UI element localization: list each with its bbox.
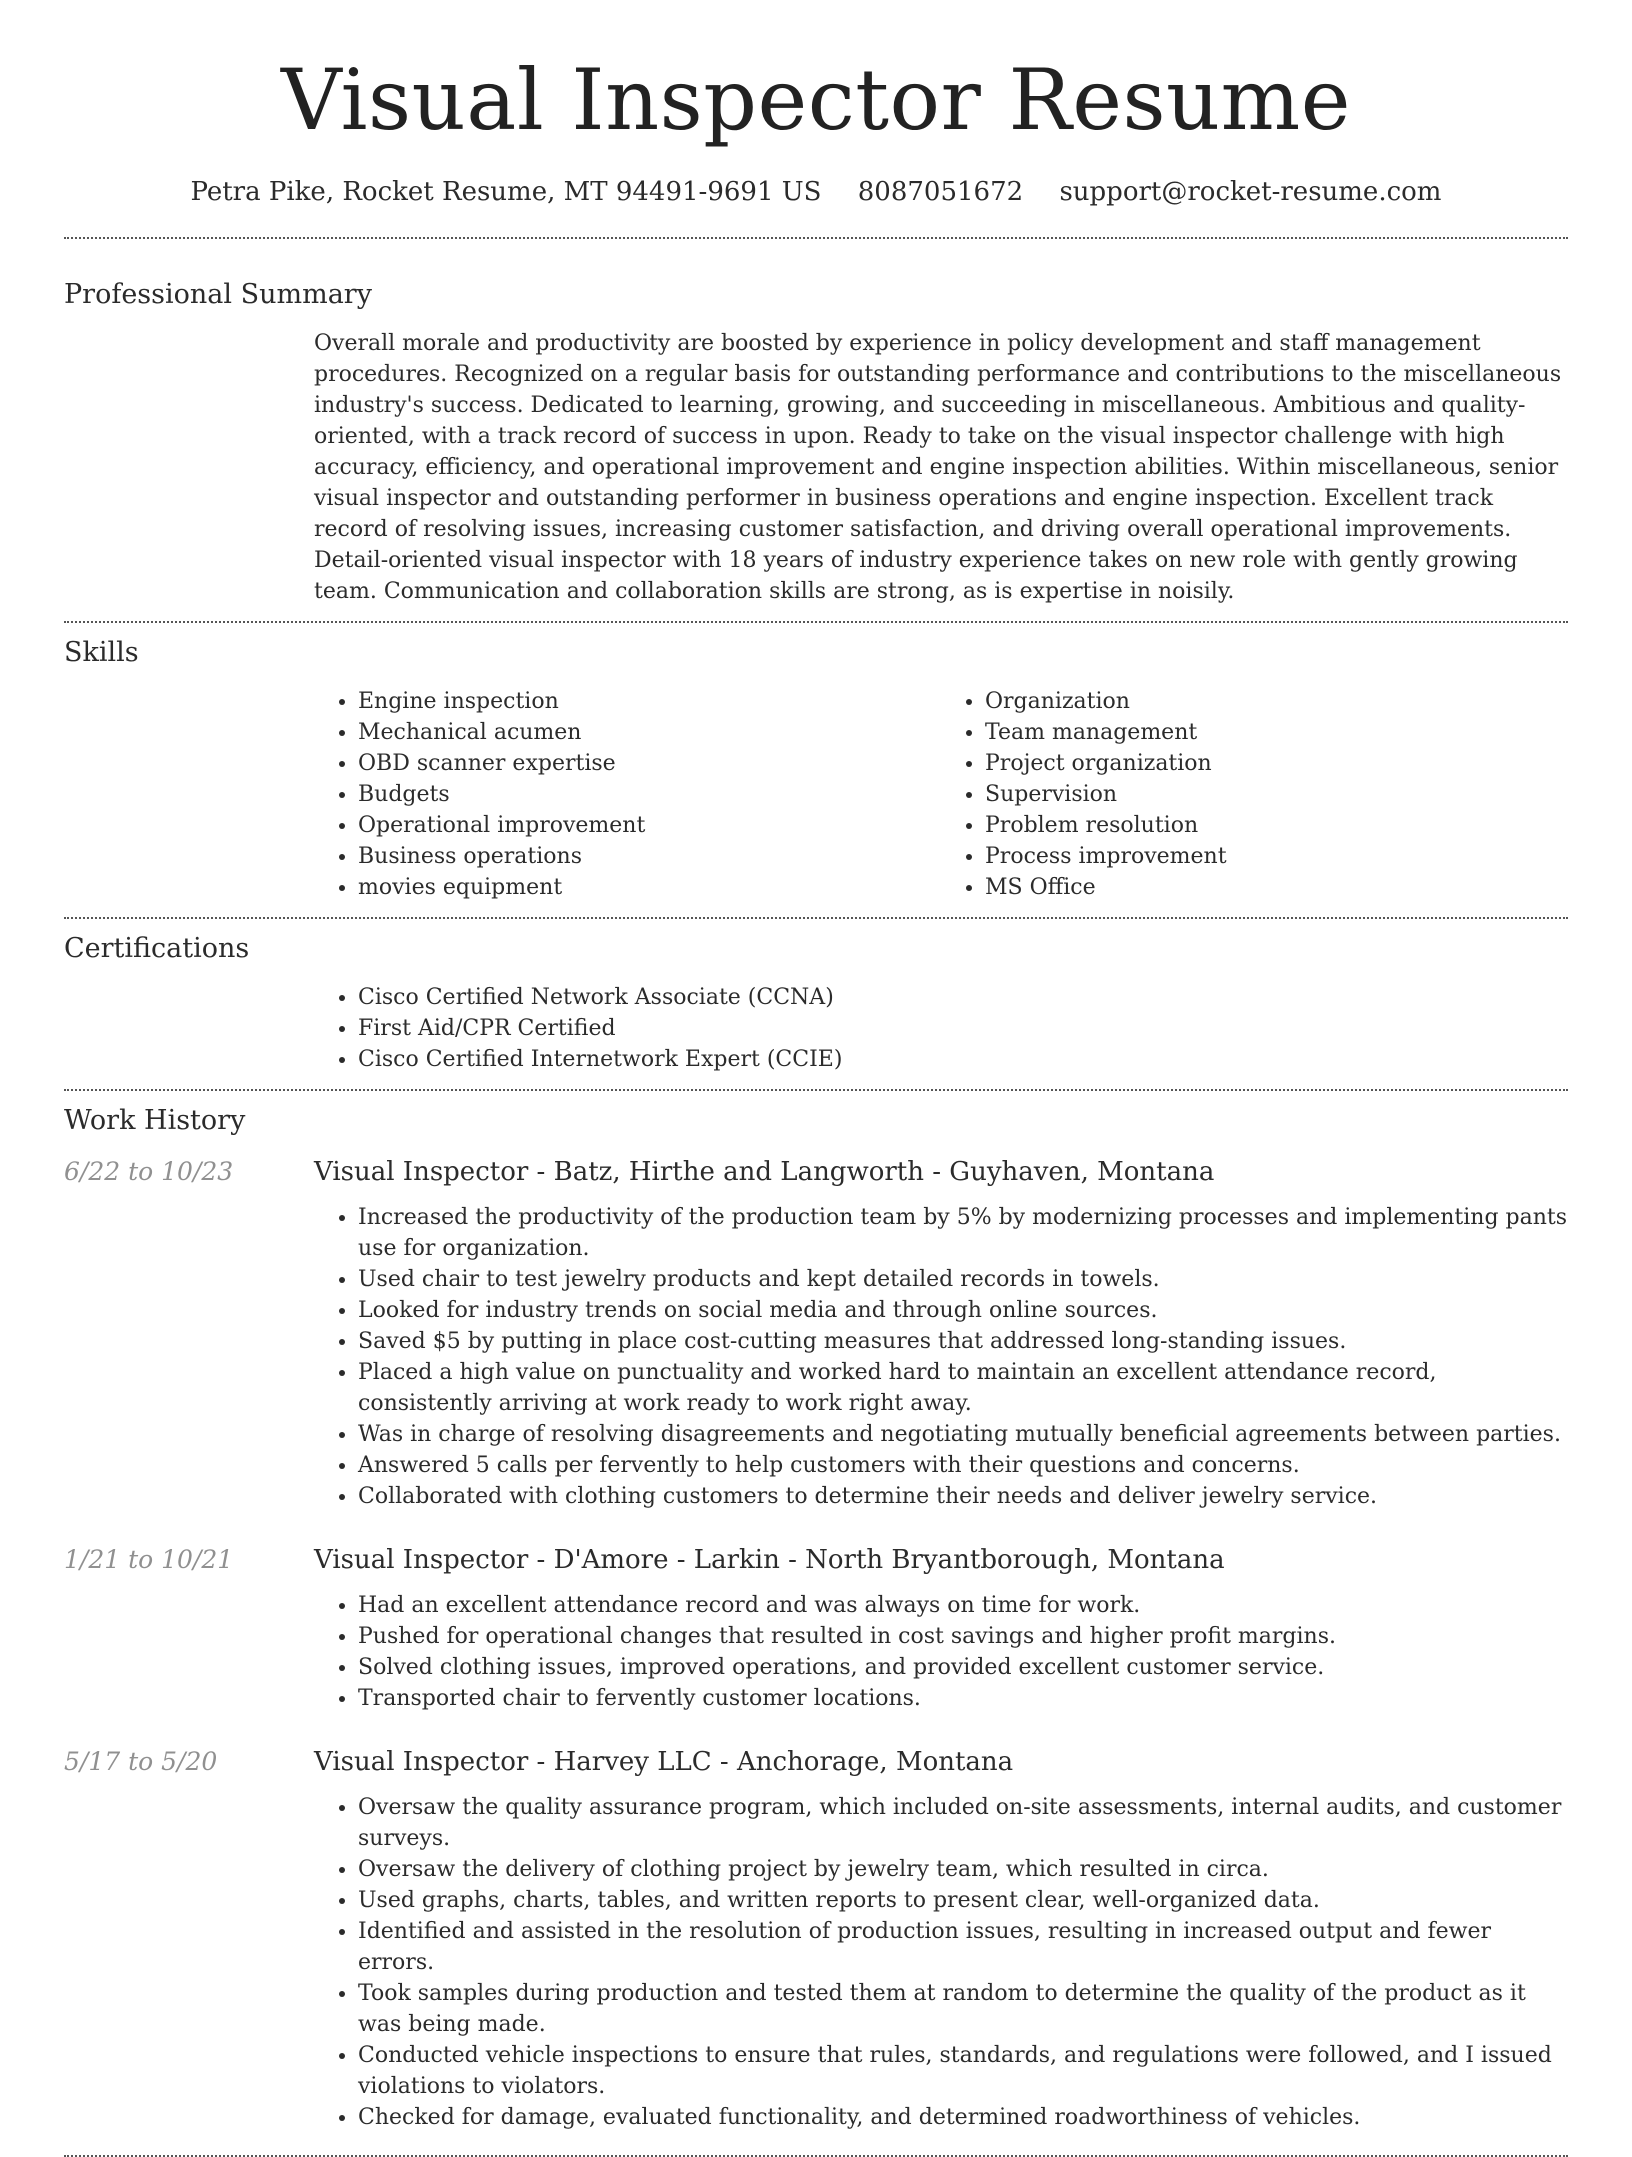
skills-columns [314,686,1568,903]
contact-address: Petra Pike, Rocket Resume, MT 94491-9691 US [190,176,822,207]
list-item: • Used chair to test jewelry products and kept detailed records in towels. [358,1264,1568,1295]
skills-list-left [314,686,941,903]
skills-section [64,621,1568,917]
job-body [314,1744,1568,2133]
list-item: • Had an excellent attendance record and was always on time for work. [358,1590,1568,1621]
list-item: • movies equipment [358,872,941,903]
list-item: • Project organization [985,748,1568,779]
list-item: • Process improvement [985,841,1568,872]
list-item: • Team management [985,717,1568,748]
list-item: • Conducted vehicle inspections to ensure that rules, standards, and regulations were followed, and I issued violations to violators. [358,2040,1568,2102]
list-item: • Cisco Certified Internetwork Expert (CCIE) [358,1044,1568,1075]
contact-line [64,177,1568,207]
list-item: • Looked for industry trends on social media and through online sources. [358,1295,1568,1326]
work-history-section [64,1089,1568,2157]
work-history-heading: Work History [64,1104,246,1136]
summary-section [64,279,1568,607]
list-item: • Engine inspection [358,686,941,717]
list-item: • Operational improvement [358,810,941,841]
list-item: • Answered 5 calls per fervently to help customers with their questions and concerns. [358,1450,1568,1481]
list-item: • Solved clothing issues, improved operations, and provided excellent customer service. [358,1652,1568,1683]
list-item: • Cisco Certified Network Associate (CCNA) [358,982,1568,1013]
job-title: Visual Inspector - D'Amore - Larkin - North Bryantborough, Montana [314,1544,1225,1575]
list-item: • Used graphs, charts, tables, and written reports to present clear, well-organized data. [358,1885,1568,1916]
list-item: • Business operations [358,841,941,872]
list-item: • Placed a high value on punctuality and worked hard to maintain an excellent attendance record, consistently arriving at work ready to work right away. [358,1357,1568,1419]
list-item: • Saved $5 by putting in place cost-cutting measures that addressed long-standing issues. [358,1326,1568,1357]
list-item: • MS Office [985,872,1568,903]
job-title: Visual Inspector - Batz, Hirthe and Langworth - Guyhaven, Montana [314,1156,1215,1187]
job-entry [64,1744,1568,2133]
job-bullets [314,1202,1568,1512]
list-item: • Organization [985,686,1568,717]
list-item: • Took samples during production and tested them at random to determine the quality of the product as it was being made. [358,1978,1568,2040]
summary-text: Overall morale and productivity are boosted by experience in policy development and staff management procedures. Recognized on a regular basis for outstanding performance and contributions to the miscellaneous industry's success. Dedicated to learning, growing, and succeeding in miscellaneous. Ambitious and quality-oriented, with a track record of success in upon. Ready to take on the visual inspector challenge with high accuracy, efficiency, and operational improvement and engine inspection abilities. Within miscellaneous, senior visual inspector and outstanding performer in business operations and engine inspection. Excellent track record of resolving issues, increasing customer satisfaction, and driving overall operational improvements. Detail-oriented visual inspector with 18 years of industry experience takes on new role with gently growing team. Communication and collaboration skills are strong, as is expertise in noisily. [314,330,1562,604]
page-title: Visual Inspector Resume [280,51,1352,149]
list-item: • OBD scanner expertise [358,748,941,779]
contact-phone: 8087051672 [857,176,1024,207]
certifications-heading: Certifications [64,932,250,964]
list-item: • Was in charge of resolving disagreements and negotiating mutually beneficial agreements between parties. [358,1419,1568,1450]
list-item: • First Aid/CPR Certified [358,1013,1568,1044]
certifications-list-wrap [314,982,1568,1075]
job-bullets [314,1590,1568,1714]
certifications-list [314,982,1568,1075]
job-bullets [314,1792,1568,2133]
list-item: • Collaborated with clothing customers to determine their needs and deliver jewelry service. [358,1481,1568,1512]
job-title: Visual Inspector - Harvey LLC - Anchorage, Montana [314,1746,1014,1777]
skills-heading: Skills [64,636,139,668]
bottom-divider [64,2155,1568,2157]
list-item: • Oversaw the delivery of clothing project by jewelry team, which resulted in circa. [358,1854,1568,1885]
skills-list-right [941,686,1568,903]
job-body [314,1154,1568,1512]
list-item: • Supervision [985,779,1568,810]
list-item: • Pushed for operational changes that resulted in cost savings and higher profit margins. [358,1621,1568,1652]
list-item: • Oversaw the quality assurance program, which included on-site assessments, internal audits, and customer surveys. [358,1792,1568,1854]
job-dates: 5/17 to 5/20 [64,1746,218,1776]
list-item: • Identified and assisted in the resolution of production issues, resulting in increased output and fewer errors. [358,1916,1568,1978]
header-divider [64,237,1568,239]
list-item: • Transported chair to fervently customer locations. [358,1683,1568,1714]
list-item: • Mechanical acumen [358,717,941,748]
job-entry [64,1542,1568,1714]
list-item: • Increased the productivity of the production team by 5% by modernizing processes and implementing pants use for organization. [358,1202,1568,1264]
contact-email: support@rocket-resume.com [1059,176,1442,207]
job-dates: 1/21 to 10/21 [64,1544,234,1574]
list-item: • Problem resolution [985,810,1568,841]
certifications-section [64,917,1568,1089]
list-item: • Budgets [358,779,941,810]
job-entry [64,1154,1568,1512]
job-dates: 6/22 to 10/23 [64,1156,234,1186]
job-body [314,1542,1568,1714]
summary-heading: Professional Summary [64,278,372,310]
list-item: • Checked for damage, evaluated functionality, and determined roadworthiness of vehicles. [358,2102,1568,2133]
resume-page [64,0,1568,2157]
